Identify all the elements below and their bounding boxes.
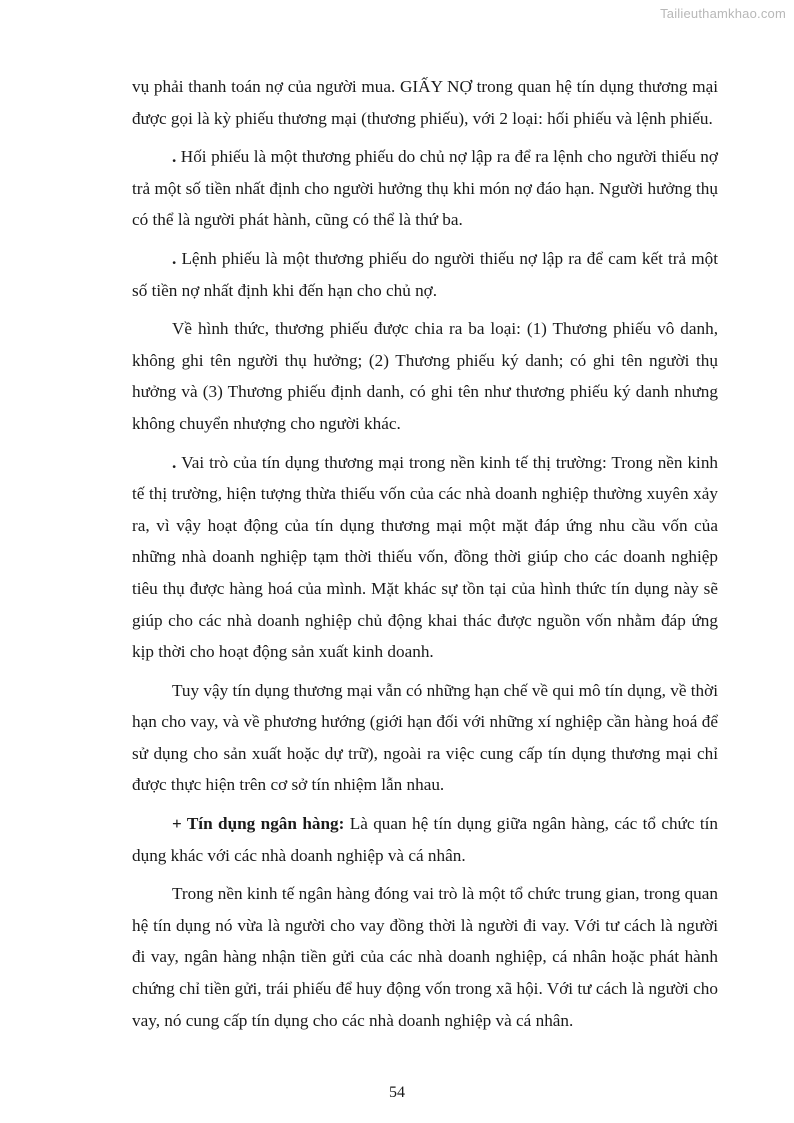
watermark: Tailieuthamkhao.com (660, 6, 786, 21)
paragraph-vai-tro (132, 447, 718, 668)
section-heading: + Tín dụng ngân hàng: (172, 814, 345, 834)
paragraph-hoi-phieu (132, 141, 718, 236)
paragraph-continuation (132, 71, 718, 134)
paragraph-trung-gian (132, 878, 718, 1036)
paragraph-text: Vai trò của tín dụng thương mại trong nền kinh tế thị trường: Trong nền kinh tế thị trường, hiện tượng thừa thiếu vốn của các nhà doanh nghiệp thường xuyên xảy ra, vì vậy hoạt động của tín dụng thương mại một mặt đáp ứng nhu cầu vốn của những nhà doanh nghiệp tạm thời thiếu vốn, đồng thời giúp cho các doanh nghiệp tiêu thụ được hàng hoá của mình. Mặt khác sự tồn tại của hình thức tín dụng này sẽ giúp cho các nhà doanh nghiệp chủ động khai thác được nguồn vốn nhằm đáp ứng kịp thời cho hoạt động sản xuất kinh doanh. (132, 452, 719, 662)
paragraph-hinh-thuc (132, 313, 718, 439)
bullet-marker: . (172, 248, 182, 268)
paragraph-han-che (132, 675, 718, 801)
paragraph-lenh-phieu (132, 243, 718, 306)
paragraph-tin-dung-ngan-hang (132, 808, 718, 871)
paragraph-text: Tuy vậy tín dụng thương mại vẫn có những hạn chế về qui mô tín dụng, về thời hạn cho vay, và về phương hướng (giới hạn đối với những xí nghiệp cần hàng hoá để sử dụng cho sản xuất hoặc dự trữ), ngoài ra việc cung cấp tín dụng thương mại chỉ được thực hiện trên cơ sở tín nhiệm lẫn nhau. (132, 680, 719, 795)
document-body (132, 71, 718, 1043)
paragraph-text: Về hình thức, thương phiếu được chia ra ba loại: (1) Thương phiếu vô danh, không ghi tên người thụ hưởng; (2) Thương phiếu ký danh; có ghi tên người thụ hưởng và (3) Thương phiếu định danh, có ghi tên như thương phiếu ký danh nhưng không chuyển nhượng cho người khác. (132, 319, 718, 433)
paragraph-text: Trong nền kinh tế ngân hàng đóng vai trò là một tổ chức trung gian, trong quan hệ tín dụng nó vừa là người cho vay đồng thời là người đi vay. Với tư cách là người đi vay, ngân hàng nhận tiền gửi của các nhà doanh nghiệp, cá nhân hoặc phát hành chứng chỉ tiền gửi, trái phiếu để huy động vốn trong xã hội. Với tư cách là người cho vay, nó cung cấp tín dụng cho các nhà doanh nghiệp và cá nhân. (132, 884, 718, 1030)
paragraph-text: Hối phiếu là một thương phiếu do chủ nợ lập ra để ra lệnh cho người thiếu nợ trả một số tiền nhất định cho người hưởng thụ khi món nợ đáo hạn. Người hưởng thụ có thể là người phát hành, cũng có thể là thứ ba. (132, 147, 718, 230)
paragraph-text: Lệnh phiếu là một thương phiếu do người thiếu nợ lập ra để cam kết trả một số tiền nợ nhất định khi đến hạn cho chủ nợ. (132, 248, 718, 300)
bullet-marker: . (172, 452, 182, 472)
paragraph-text: Là quan hệ tín dụng giữa ngân hàng, các tổ chức tín dụng khác với các nhà doanh nghiệp và cá nhân. (132, 814, 718, 865)
page-number: 54 (389, 1084, 405, 1101)
bullet-marker: . (172, 147, 181, 167)
paragraph-text: vụ phải thanh toán nợ của người mua. GIẤY NỢ trong quan hệ tín dụng thương mại được gọi là kỳ phiếu thương mại (thương phiếu), với 2 loại: hối phiếu và lệnh phiếu. (132, 77, 718, 128)
